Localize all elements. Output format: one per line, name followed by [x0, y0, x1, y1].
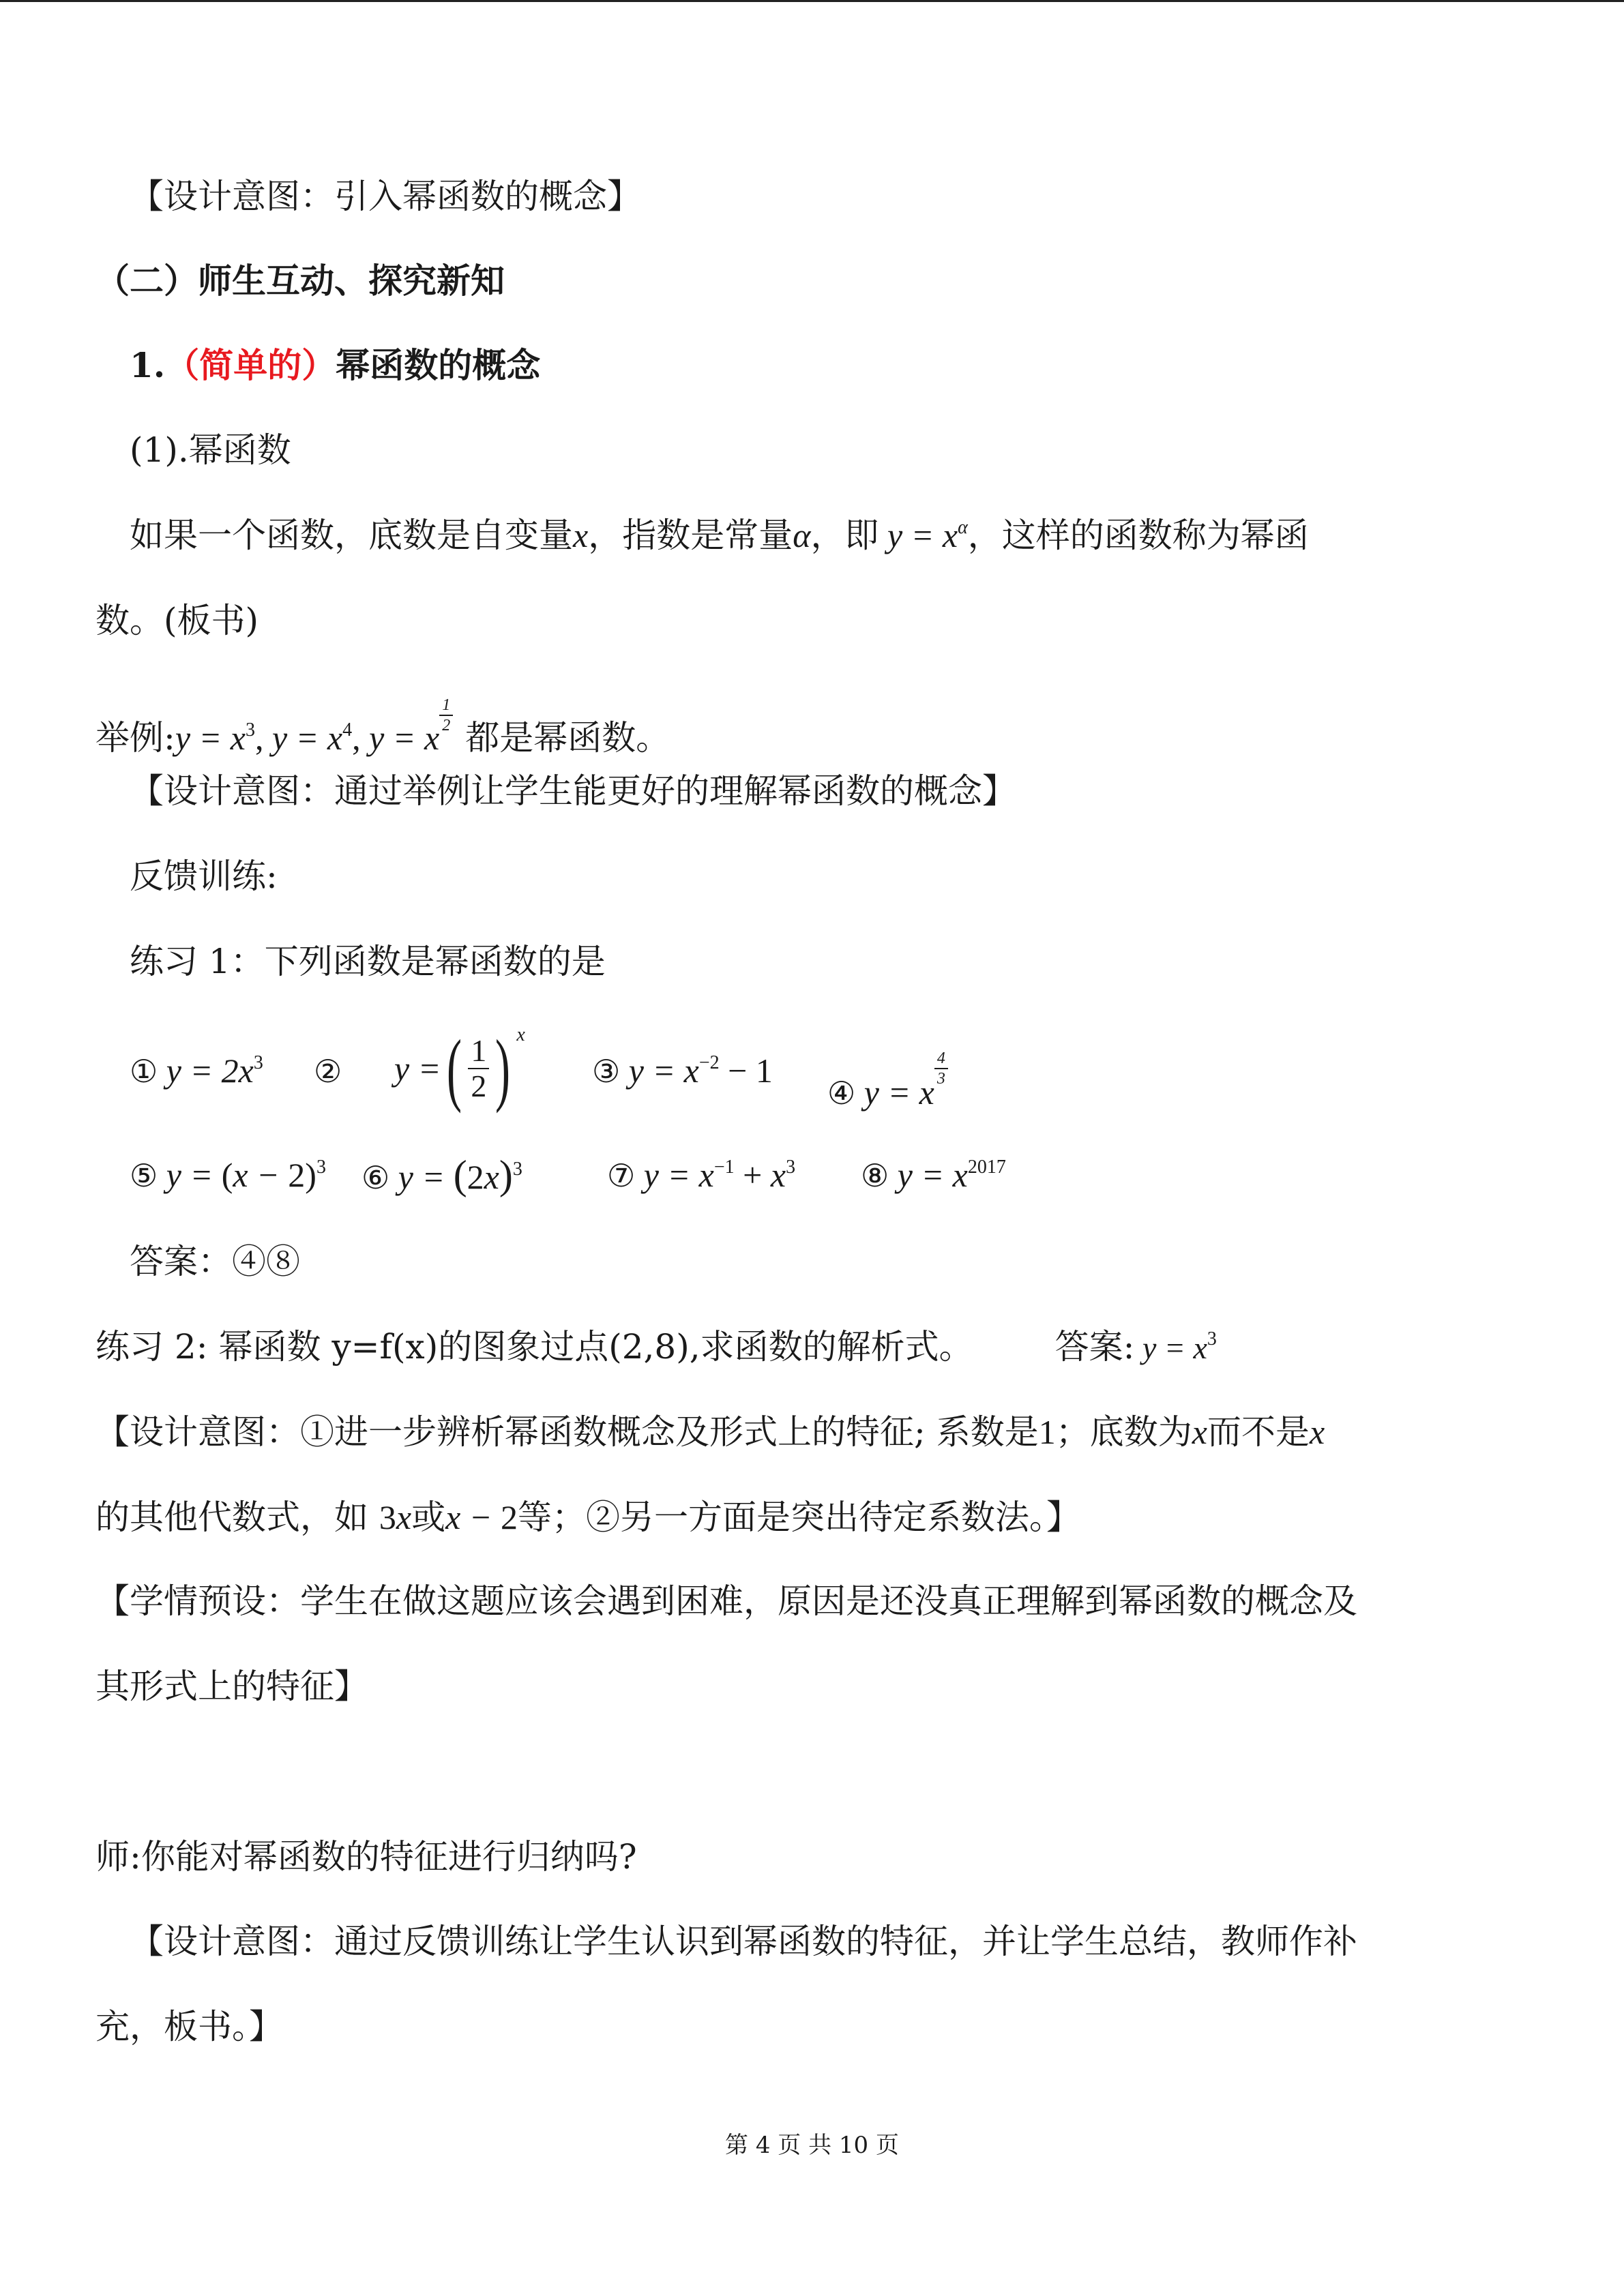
learning-preset-line2: 其形式上的特征】	[95, 1667, 368, 1706]
heading-number: 1.	[130, 345, 166, 385]
math-def-formula: $y = x^\alpha$	[879, 516, 968, 554]
heading-red-text: （简单的）	[165, 345, 336, 385]
design-intent-1: 【设计意图：引入幂函数的概念】	[130, 177, 641, 216]
page-footer: 第 4 页 共 10 页	[725, 2132, 899, 2159]
design-intent-3-line1: 【设计意图：①进一步辨析幂函数概念及形式上的特征; 系数是1；底数为x而不是x	[95, 1412, 1325, 1452]
option-2: ②	[314, 1053, 342, 1090]
feedback-label: 反馈训练:	[130, 856, 278, 896]
teacher-question: 师:你能对幂函数的特征进行归纳吗?	[95, 1837, 637, 1877]
exercise-2: 练习 2: 幂函数 y=f(x)的图象过点(2,8),求函数的解析式。 答案: $y = x^3$	[95, 1327, 1217, 1367]
top-border	[0, 0, 1624, 2]
math-x: x	[573, 516, 589, 554]
option-8: ⑧ $y = x^{2017}$	[861, 1156, 1006, 1194]
option-2-formula: y =( $\frac{1}{2}$ ) $^x$	[394, 1023, 525, 1114]
answer-2-formula: $y = x^3$	[1134, 1328, 1217, 1365]
option-4: ④ y = x $^{\frac{4}{3}}$	[827, 1050, 948, 1114]
design-intent-3-line2: 的其他代数式，如 3x或x − 2等；②另一方面是突出待定系数法。】	[95, 1497, 1081, 1537]
subsection-heading	[130, 345, 540, 386]
answer-1: 答案：④⑧	[130, 1242, 300, 1281]
exercise-1-prompt: 练习 1：下列函数是幂函数的是	[130, 942, 606, 981]
option-5: ⑤ $y = (x - 2)^3$	[130, 1156, 326, 1194]
design-intent-4-line2: 充，板书。】	[95, 2007, 283, 2046]
design-intent-2: 【设计意图：通过举例让学生能更好的理解幂函数的概念】	[130, 771, 1016, 811]
design-intent-4-line1: 【设计意图：通过反馈训练让学生认识到幂函数的特征，并让学生总结，教师作补	[130, 1922, 1357, 1961]
option-6: ⑥ $y = (2x)^3$	[361, 1152, 522, 1197]
math-examples: $y = x^3$, $y = x^4$, y = x $^{\frac{1}{2}}$	[175, 719, 453, 757]
sub-item-1: (1).幂函数	[130, 430, 291, 470]
example-line: 举例:y = $x^3$, $y = x^4$, y = x $^{\frac{1}{2}}$ 都是幂函数。	[95, 696, 670, 758]
option-3: ③ $y = x^{-2} - 1$	[592, 1052, 773, 1090]
definition-line: 如果一个函数，底数是自变量x，指数是常量α，即 $y = x^\alpha$，这样的函数称为幂函	[130, 516, 1309, 555]
option-1: ① $y = 2x^3$	[130, 1052, 263, 1090]
section-heading: （二）师生互动、探究新知	[95, 260, 505, 301]
definition-continued: 数。(板书)	[95, 601, 259, 640]
heading-rest: 幂函数的概念	[336, 345, 541, 385]
learning-preset-line1: 【学情预设：学生在做这题应该会遇到困难，原因是还没真正理解到幂函数的概念及	[95, 1581, 1357, 1621]
math-alpha: α	[793, 516, 811, 554]
option-7: ⑦ $y = x^{-1} + x^3$	[607, 1156, 796, 1194]
